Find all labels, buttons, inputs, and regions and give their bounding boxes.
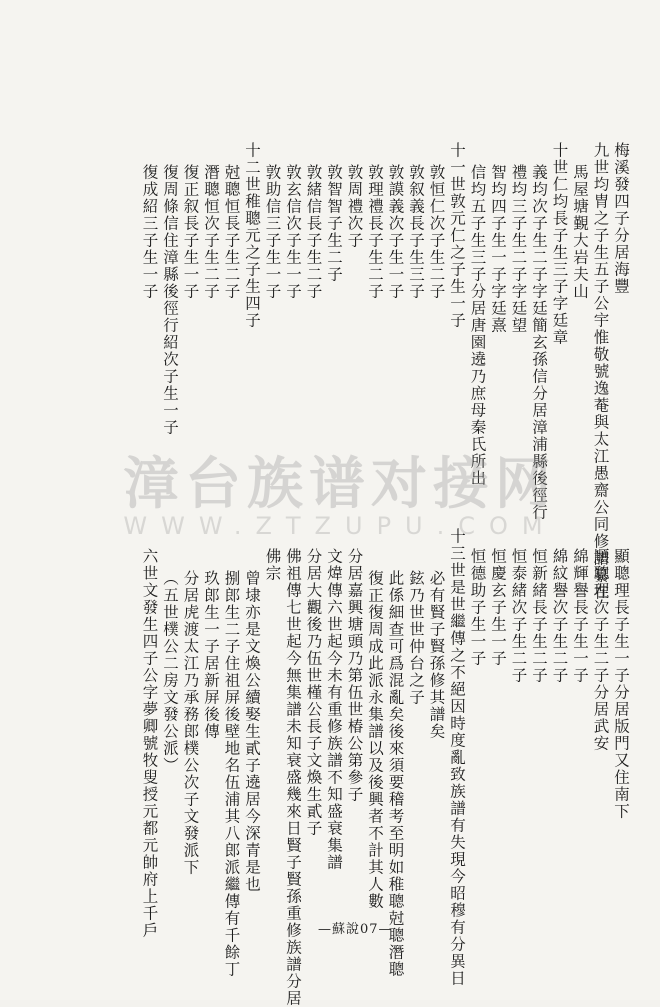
top-section-column: 敦理禮長子生二子 <box>366 164 384 300</box>
bottom-section-column: 恒泰緒次子生二子 <box>509 548 528 684</box>
top-section-column: 敦玄信次子生一子 <box>284 164 302 300</box>
top-section-column: 敦助信三子生一子 <box>263 164 282 300</box>
bottom-section-column: 鉉乃世世仲台之子 <box>407 570 425 706</box>
bottom-section-column: 分居嘉興塘頭乃第伍世椿公第參子 <box>345 548 364 803</box>
bottom-section-column: 恒德助子生一子 <box>468 548 487 667</box>
bottom-section-column: 文煒傳六世起今未有重修族譜不知盛衰集譜 <box>325 548 343 871</box>
bottom-section-column: 此係細查可爲混亂矣後來須要稽考至明如稚聰尅聰潛聰 <box>386 570 405 978</box>
top-section-column: 馬屋塘覲大岩夫山 <box>571 164 589 300</box>
top-section-column: 復成紹三子生一子 <box>140 164 159 300</box>
bottom-section-column: 順聰理次子生二子分居武安 <box>591 548 610 752</box>
top-section-column: 十世仁均長子生三子字廷章 <box>550 142 569 346</box>
bottom-section-column: 六世文發生四子公字夢卿號牧叟授元都元帥府上千戶 <box>140 548 159 939</box>
bottom-section-column: 佛宗 <box>263 548 282 582</box>
top-section-column: 敦叙義長子生三子 <box>407 164 425 300</box>
bottom-section-column: 綿紋譽次子生二子 <box>550 548 569 684</box>
top-section-column: 敦緒信長子生二子 <box>304 164 323 300</box>
top-section-column: 復周條信住漳縣後徑行紹次子生一子 <box>161 164 179 436</box>
site-watermark-url: WWW.ZTZUPU.COM <box>123 512 557 540</box>
bottom-section-column: 顯聰理長子生一子分居版門又住南下 <box>612 548 630 820</box>
bottom-section-column: 十三世是世繼傳之不絕因時度亂致族譜有失現今昭穆有分異日 <box>448 528 466 987</box>
bottom-section-column: 玖郎生一子居新屏後傳 <box>202 570 220 740</box>
top-section-column: 信均五子生三子分居唐園遶乃庶母秦氏所出 <box>468 164 487 487</box>
top-section-column: 敦恒仁次子生二子 <box>427 164 446 300</box>
page-number: —蘇說07— <box>318 922 393 937</box>
bottom-section-column: 曾埭亦是文煥公續娶生貳子遶居今深青是也 <box>243 570 261 893</box>
top-section-column: 敦謨義次子生一子 <box>386 164 405 300</box>
top-section-column: 十一世敦元仁之子生一子 <box>448 142 466 329</box>
top-section-column: 智均四子生一子字廷熹 <box>489 164 507 334</box>
top-section-column: 敦智智子生二子 <box>325 164 343 283</box>
bottom-section-column: 佛祖傳七世起今無集譜未知衰盛幾來日賢子賢孫重修族譜分居 <box>284 548 302 1007</box>
bottom-section-column: 捌郎生二子住祖屏後壁地名伍浦其八郎派繼傳有千餘丁 <box>222 570 241 978</box>
bottom-section-column: 分居虎渡太江乃承務郎樸公次子文發派下 <box>181 570 200 876</box>
bottom-section-column: 綿輝譽長子生一子 <box>571 548 589 684</box>
bottom-section-column: 必有賢子賢孫修其譜矣 <box>427 570 446 740</box>
top-section-column: 梅溪發四子分居海豐 <box>612 142 630 295</box>
top-section-column: 潛聰恒次子生二子 <box>202 164 220 300</box>
top-section-column: 九世均胄之子生五子公宇惟敬號逸菴與太江愚齋公同修譜纂在 <box>591 142 610 601</box>
bottom-section-column: 恒新緒長子生二子 <box>530 548 548 684</box>
bottom-section-column: 分居大觀後乃伍世槿公長子文煥生貳子 <box>304 548 323 837</box>
top-section-column: 敦周禮次子 <box>345 164 364 249</box>
top-section-column: 十二世稚聰元之子生四子 <box>243 142 261 329</box>
bottom-section-column: 復正復周成此派永集譜以及後興者不計其人數 <box>366 570 384 910</box>
top-section-column: 尅聰恒長子生二子 <box>222 164 241 300</box>
top-section-column: 復正叙長子生一子 <box>181 164 200 300</box>
top-section-column: 義均次子生二子字廷簡玄孫信分居漳浦縣後徑行 <box>530 164 548 521</box>
bottom-section-column: 恒慶玄子生一子 <box>489 548 507 667</box>
top-section-column: 禮均三子生二子字廷望 <box>509 164 528 334</box>
site-watermark: 漳台族谱对接网 <box>123 452 557 517</box>
bottom-section-column: （五世樸公二房文發公派） <box>161 570 179 774</box>
